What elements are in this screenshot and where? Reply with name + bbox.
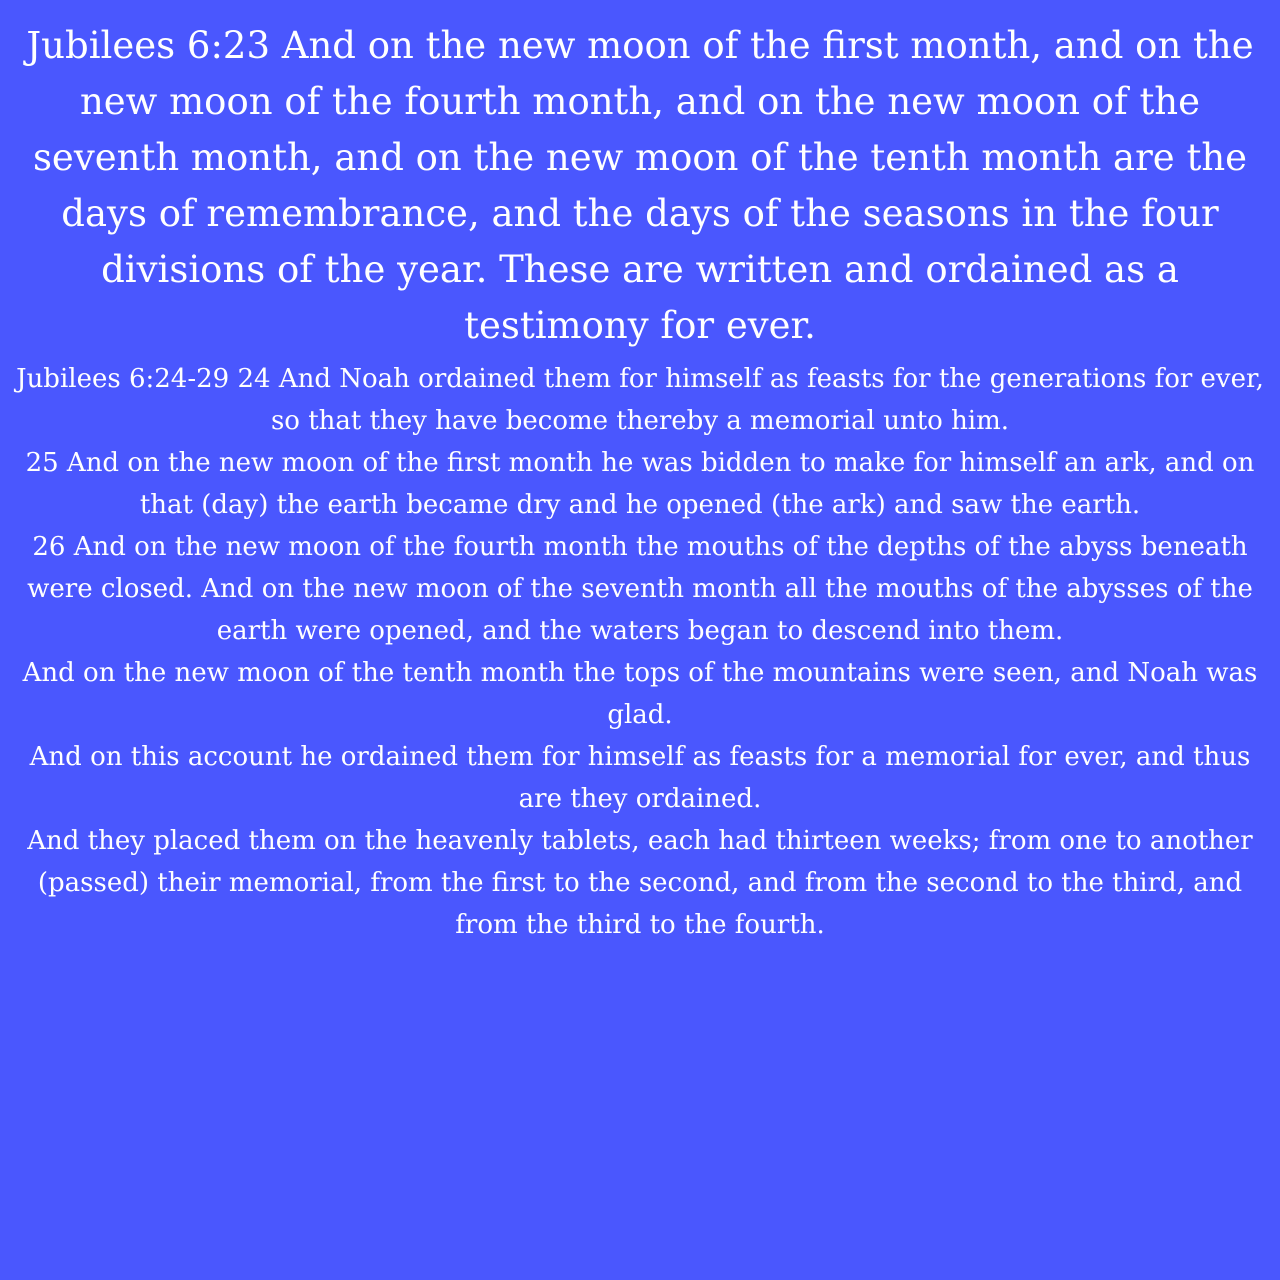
verse-paragraph-29: And they placed them on the heavenly tablets, each had thirteen weeks; from one to another (passed) their memorial, from the first to the second, and from the second to the third, and from the third to the fourth. [27,826,1253,940]
verse-paragraph-28: And on this account he ordained them for himself as feasts for a memorial for ever, and thus are they ordained. [29,742,1251,814]
verse-paragraph-25: 25 And on the new moon of the first month he was bidden to make for himself an ark, and on that (day) the earth became dry and he opened (the ark) and saw the earth. [25,448,1255,520]
verse-paragraph-27: And on the new moon of the tenth month the tops of the mountains were seen, and Noah was glad. [22,658,1258,730]
headline-verse: Jubilees 6:23 And on the new moon of the first month, and on the new moon of the fourth month, and on the new moon of the seventh month, and on the new moon of the tenth month are the days of remembrance, and the days of the seasons in the four divisions of the year. These are written and ordained as a testimony for ever. [26,24,1254,347]
verse-paragraph-26: 26 And on the new moon of the fourth month the mouths of the depths of the abyss beneath were closed. And on the new moon of the seventh month all the mouths of the abysses of the earth were opened, and the waters began to descend into them. [27,532,1253,646]
verse-body [10,358,1270,946]
verse-paragraph-24: Jubilees 6:24-29 24 And Noah ordained them for himself as feasts for the generations for ever, so that they have become thereby a memorial unto him. [16,364,1264,436]
